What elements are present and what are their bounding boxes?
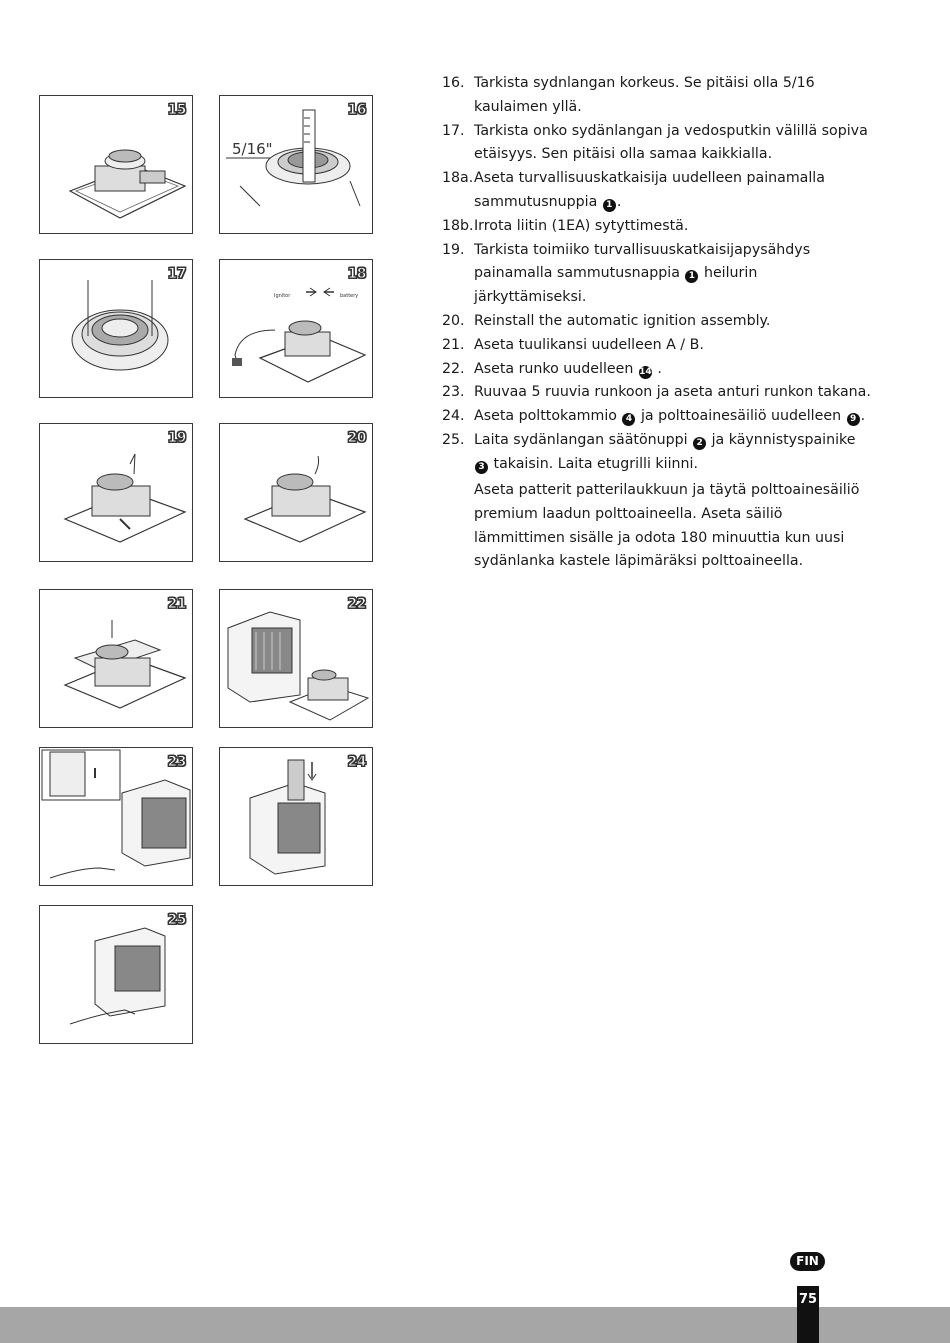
figure-number: 25 bbox=[167, 912, 186, 928]
step-text: . bbox=[652, 360, 662, 377]
ignitor-label: Ignitor bbox=[274, 293, 291, 299]
front-grille-illustration bbox=[40, 906, 193, 1044]
page-number: 75 bbox=[797, 1286, 819, 1343]
wick-spacing-illustration bbox=[40, 260, 193, 398]
step-18a bbox=[442, 167, 872, 215]
step-text: ja polttoainesäiliö uudelleen bbox=[636, 408, 846, 425]
step-text: Aseta polttokammio bbox=[474, 408, 622, 425]
part-number-badge: 3 bbox=[475, 461, 488, 474]
step-number: 19. bbox=[442, 241, 465, 258]
step-19 bbox=[442, 239, 872, 310]
wick-height-illustration bbox=[220, 96, 373, 234]
figure-15 bbox=[39, 95, 193, 234]
step-number: 21. bbox=[442, 336, 465, 353]
step-number: 18b. bbox=[442, 217, 474, 234]
step-text: takaisin. Laita etugrilli kiinni. bbox=[489, 455, 698, 472]
ignitor-connector-illustration bbox=[220, 260, 373, 398]
step-text: Irrota liitin (1EA) sytyttimestä. bbox=[474, 217, 689, 234]
step-text: Aseta runko uudelleen bbox=[474, 360, 638, 377]
step-text: Aseta tuulikansi uudelleen A / B. bbox=[474, 336, 704, 353]
safety-switch-test-illustration bbox=[40, 424, 193, 562]
step-number: 16. bbox=[442, 75, 465, 91]
step-text: Aseta turvallisuuskatkaisija uudelleen painamalla sammutusnuppia bbox=[474, 170, 825, 210]
step-17 bbox=[442, 120, 872, 168]
figure-18 bbox=[219, 259, 373, 398]
figure-19 bbox=[39, 423, 193, 562]
step-text: Reinstall the automatic ignition assembly. bbox=[474, 312, 771, 329]
step-24 bbox=[442, 405, 872, 429]
measurement-label: 5/16" bbox=[232, 140, 273, 158]
instruction-steps bbox=[442, 72, 872, 477]
step-text: Tarkista onko sydänlangan ja vedosputkin välillä sopiva etäisyys. Sen pitäisi olla samaa kaikkialla. bbox=[474, 122, 868, 163]
step-22 bbox=[442, 358, 872, 382]
figure-25 bbox=[39, 905, 193, 1044]
step-text: . bbox=[860, 408, 866, 425]
wind-cover-illustration bbox=[40, 590, 193, 728]
step-number: 18a. bbox=[442, 170, 474, 187]
figure-number: 17 bbox=[167, 266, 186, 282]
step-text: Ruuvaa 5 ruuvia runkoon ja aseta anturi runkon takana. bbox=[474, 384, 871, 401]
step-text: Laita sydänlangan säätönuppi bbox=[474, 431, 693, 448]
figure-number: 16 bbox=[347, 102, 366, 118]
step-number: 17. bbox=[442, 122, 465, 139]
figure-17 bbox=[39, 259, 193, 398]
ignition-assembly-illustration bbox=[220, 424, 373, 562]
part-number-badge: 2 bbox=[693, 437, 706, 450]
figure-23 bbox=[39, 747, 193, 886]
figure-number: 15 bbox=[167, 102, 186, 118]
figure-number: 23 bbox=[167, 754, 186, 770]
step-16 bbox=[442, 72, 872, 120]
step-text: Tarkista toimiiko turvallisuuskatkaisijapysähdys painamalla sammutusnappia bbox=[474, 241, 811, 282]
step-25 bbox=[442, 429, 872, 477]
step-number: 22. bbox=[442, 360, 465, 377]
figure-16 bbox=[219, 95, 373, 234]
language-badge: FIN bbox=[790, 1252, 825, 1271]
burner-assembly-illustration bbox=[40, 96, 193, 234]
step-text: ja käynnistyspainike bbox=[707, 431, 856, 448]
figure-22 bbox=[219, 589, 373, 728]
figure-number: 18 bbox=[347, 266, 366, 282]
figure-24 bbox=[219, 747, 373, 886]
step-21 bbox=[442, 334, 872, 358]
figure-number: 22 bbox=[347, 596, 366, 612]
step-number: 23. bbox=[442, 384, 465, 401]
step-23 bbox=[442, 381, 872, 405]
figure-number: 24 bbox=[347, 754, 366, 770]
step-text: . bbox=[616, 193, 622, 210]
step-text: Tarkista sydnlangan korkeus. Se pitäisi olla 5/16 kaulaimen yllä. bbox=[474, 75, 815, 115]
step-text: heilurin järkyttämiseksi. bbox=[474, 265, 758, 306]
part-number-badge: 4 bbox=[622, 413, 635, 426]
figure-20 bbox=[219, 423, 373, 562]
part-number-badge: 9 bbox=[847, 413, 860, 426]
final-note: Aseta patterit patterilaukkuun ja täytä polttoainesäiliö premium laadun polttoaineella. Aseta säiliö lämmittimen sisälle ja odota 180 minuuttia kun uusi sydänlanka kastele läpimäräksi polttoaineella. bbox=[474, 482, 860, 570]
figure-number: 21 bbox=[167, 596, 186, 612]
step-number: 20. bbox=[442, 312, 465, 329]
battery-label: battery bbox=[340, 293, 359, 299]
step-number: 25. bbox=[442, 431, 465, 448]
screws-sensor-illustration bbox=[40, 748, 193, 886]
fuel-tank-illustration bbox=[220, 748, 373, 886]
step-18b bbox=[442, 215, 872, 239]
figure-21 bbox=[39, 589, 193, 728]
figure-number: 19 bbox=[167, 430, 186, 446]
part-number-badge: 1 bbox=[685, 270, 698, 283]
part-number-badge: 1 bbox=[603, 199, 616, 212]
part-number-badge: 14 bbox=[639, 366, 652, 377]
figure-number: 20 bbox=[347, 430, 366, 446]
step-20 bbox=[442, 310, 872, 334]
step-number: 24. bbox=[442, 408, 465, 425]
heater-body-illustration bbox=[220, 590, 373, 728]
